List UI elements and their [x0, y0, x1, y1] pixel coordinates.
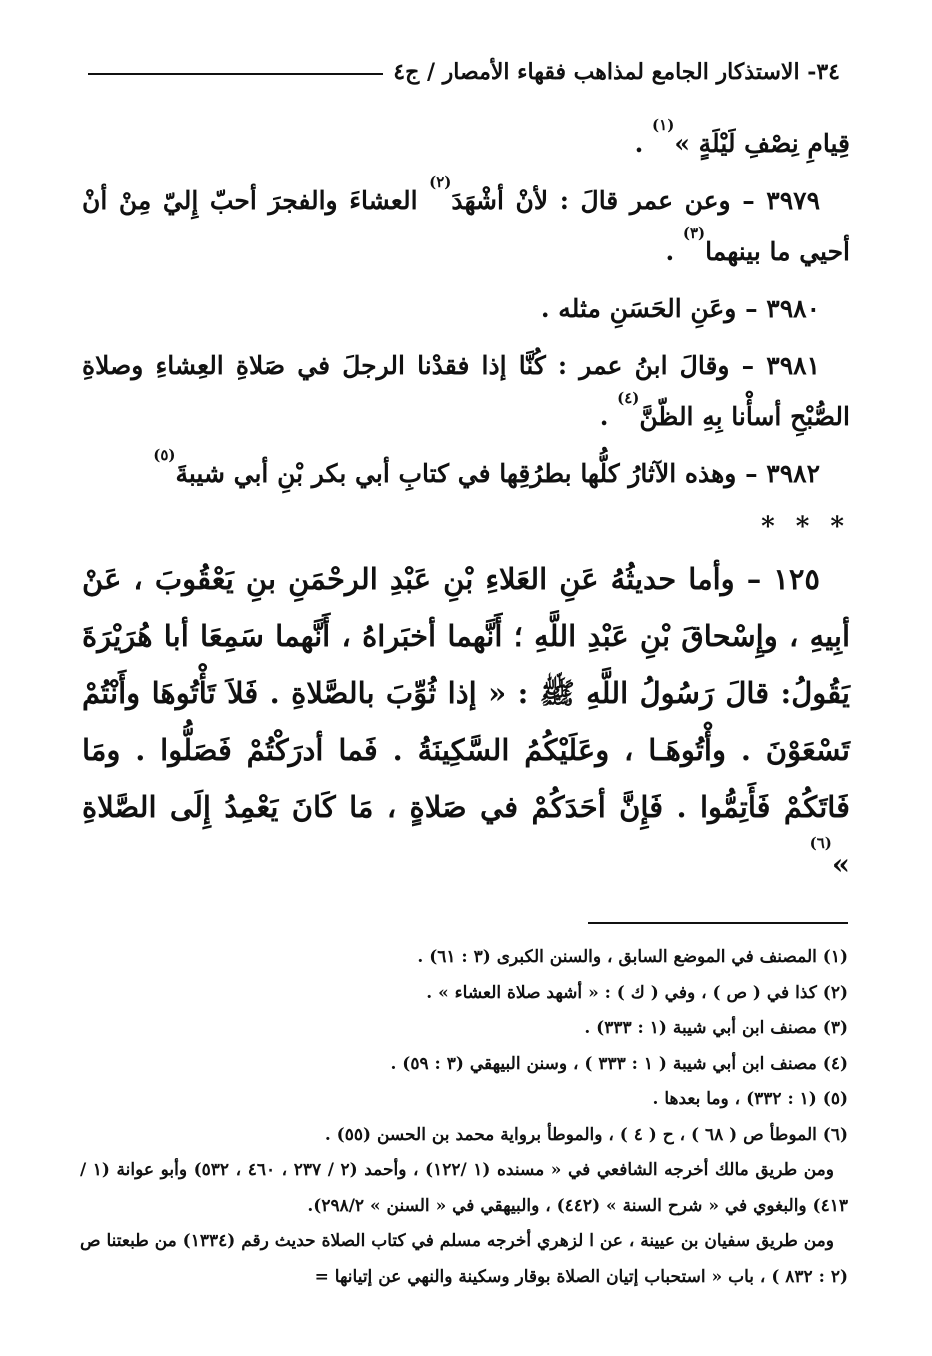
footnote-marker: (٦) [809, 834, 832, 852]
athar-3981 [82, 340, 850, 442]
paragraph-tail: . [634, 129, 653, 158]
paragraph-text: العشاءَ والفجرَ أحبّ إِليّ مِنْ أنْ أحيي ما بينهما [82, 186, 850, 266]
footnote-marker: (٢) [429, 173, 452, 191]
section-separator: * * * [761, 512, 850, 542]
footnote-6-continuation: ومن طريق سفيان بن عيينة ، عن ا لزهري أخرجه مسلم في كتاب الصلاة حديث رقم (١٣٣٤) من طبعتنا ص (٢ : ٨٣٢ ) ، باب « استحباب إتيان الصلاة بوقار وسكينة والنهي عن إتيانها = [80, 1231, 848, 1287]
paragraph-continuation [82, 118, 850, 169]
footnote-marker: (٥) [153, 446, 176, 464]
footnotes [80, 940, 848, 1295]
paragraph-text: ٣٩٨١ – وقالَ ابنُ عمر : كُنَّا إذا فقدْنا الرجلَ في صَلاةِ العِشاءِ وصلاةِ الصُّبْحِ أسأْنا بِهِ الظّنَّ [82, 351, 850, 431]
paragraph-tail: . [665, 237, 683, 266]
footnote-6: (٦) الموطأ ص ( ٦٨ ) ، ح ( ٤ ) ، والموطأ برواية محمد بن الحسن (٥٥) . [324, 1124, 848, 1145]
athar-3982 [82, 448, 850, 499]
running-head-rule [88, 73, 383, 75]
hadith-125 [82, 551, 850, 893]
paragraph-text: ٣٩٧٩ – وعن عمر قالَ : لأنْ أشْهَدَ [451, 186, 821, 215]
footnote-marker: (٤) [617, 389, 640, 407]
footnote-marker: (٣) [682, 224, 706, 242]
footnote-3: (٣) مصنف ابن أبي شيبة (١ : ٣٣٣) . [584, 1018, 848, 1038]
athar-3980 [82, 283, 850, 334]
paragraph-text: قِيامِ نِصْفِ لَيْلَةٍ » [674, 129, 850, 158]
footnote-4: (٤) مصنف ابن أبي شيبة ( ١ : ٣٣٣ ) ، وسنن البيهقي (٣ : ٥٩) . [390, 1053, 848, 1074]
running-head-title: ٣٤- الاستذكار الجامع لمذاهب فقهاء الأمصار / ج٤ [393, 59, 840, 85]
footnote-6-continuation: ومن طريق مالك أخرجه الشافعي في « مسنده (١ /١٢٢) ، وأحمد (٢ / ٢٣٧ ، ٤٦٠ ، ٥٣٢) وأبو عوانة (١ / ٤١٣) والبغوي في « شرح السنة » (٤٤٢) ، والبيهقي في « السنن » ٢٩٨/٢). [80, 1160, 848, 1216]
paragraph-text: ٣٩٨٢ – وهذه الآثارُ كلُّها بطرُقِها في كتابِ أبي بكر بْنِ أبي شيبةَ [175, 459, 820, 488]
footnote-5: (٥) (١ : ٣٣٢) ، وما بعدها . [652, 1089, 848, 1109]
athar-3979 [82, 175, 850, 277]
footnote-2: (٢) كذا في ( ص ) ، وفي ( ك ) : « أشهد صلاة العشاء » . [426, 982, 848, 1003]
paragraph-text: ٣٩٨٠ – وعَنِ الحَسَنِ مثله . [540, 294, 820, 323]
running-head [88, 52, 840, 92]
hadith-text: ١٢٥ – وأما حديثُهُ عَنِ العَلاءِ بْنِ عَبْدِ الرحْمَنِ بنِ يَعْقُوبَ ، عَنْ أبِيهِ ، وإِسْحاقَ بْنِ عَبْدِ اللَّهِ ؛ أَنَّهما أخبَراهُ ، أَنَّهما سَمِعَا أبا هُرَيْرَةَ يَقُولُ: قالَ رَسُولُ اللَّهِ ﷺ : « إذا ثُوِّبَ بالصَّلاةِ . فَلاَ تَأْتُوهَا وأَنْتُمْ تَسْعَوْنَ . وأْتُوهَـا ، وعَلَيْكُمُ السَّكِينَةُ . فَما أدرَكْتُمْ فَصَلُّوا . ومَا فَاتَكُمْ فَأَتِمُّوا . فَإِنَّ أحَدَكُمْ في صَلاةٍ ، مَا كَانَ يَعْمِدُ إِلَى الصَّلاةِ » [82, 562, 850, 881]
main-text [82, 118, 850, 893]
footnote-marker: (١) [652, 116, 675, 134]
footnote-separator-rule [588, 922, 848, 924]
footnote-1: (١) المصنف في الموضع السابق ، والسنن الكبرى (٣ : ٦١) . [417, 947, 848, 967]
paragraph-tail: . [599, 402, 618, 431]
